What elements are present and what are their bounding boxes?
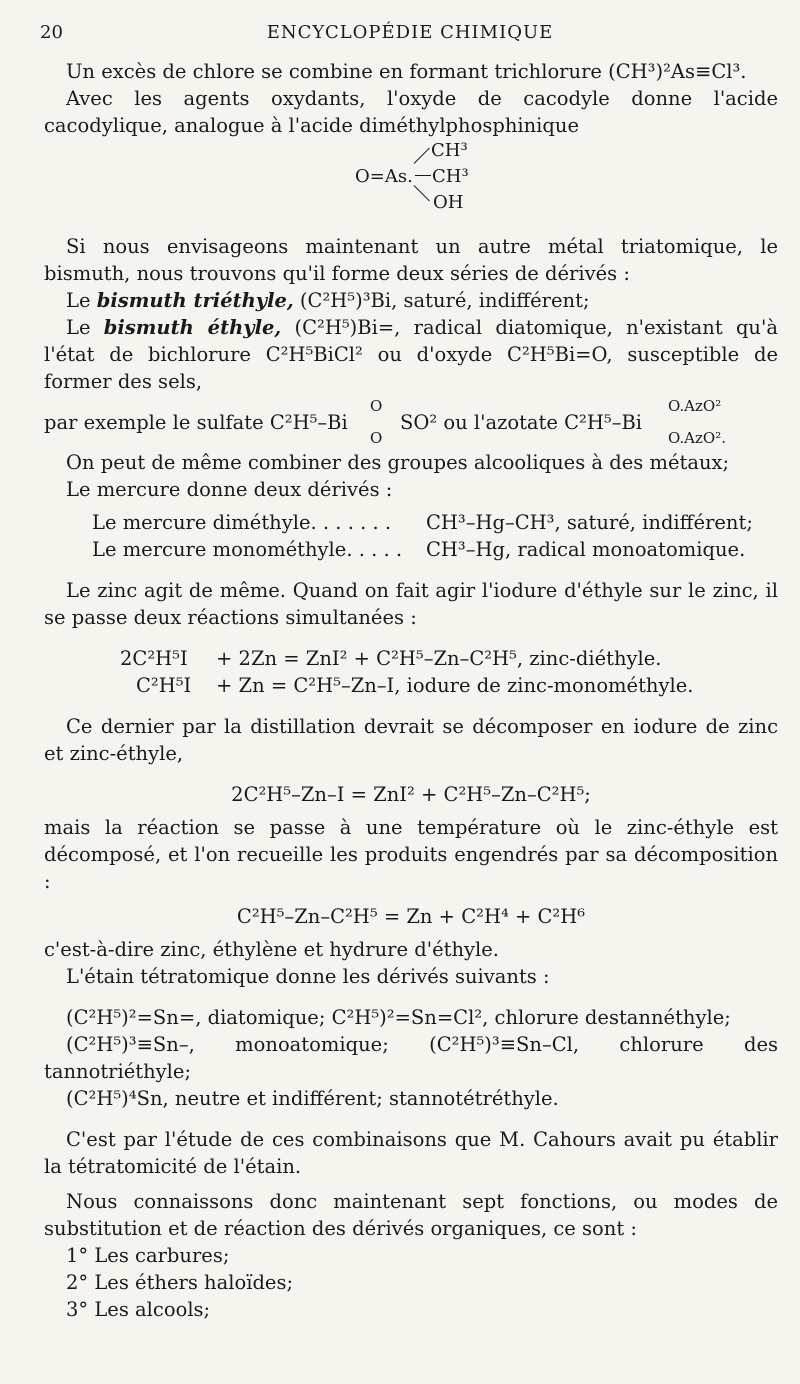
emphasis: bismuth éthyle, [103,316,282,339]
formula-prefix: O=As. [355,166,413,187]
list-item: 1° Les carbures; [66,1244,230,1267]
equation-row: C²H⁵I + Zn = C²H⁵–Zn–I, iodure de zinc-monométhyle. [136,674,694,697]
bond-line [414,148,430,164]
paragraph: L'étain tétratomique donne les dérivés suivants : [66,965,550,988]
emphasis: bismuth triéthyle, [96,289,294,312]
formula-ch3-mid: CH³ [432,166,469,187]
list-item: 2° Les éthers haloïdes; [66,1271,294,1294]
sulfate-so2: SO² ou l'azotate C²H⁵–Bi [400,411,643,434]
paragraph: mais la réaction se passe à une température où le zinc-éthyle est décomposé, et l'on recueille les produits engendrés par sa décomposition : [44,816,778,893]
azotate-top: O.AzO² [668,397,722,415]
sulfate-o-top: O [370,397,383,415]
page-body [44,58,778,1323]
mercury-row: Le mercure diméthyle. . . . . . . CH³–Hg–CH³, saturé, indifférent; [92,511,753,534]
cacodylic-acid-formula [44,139,778,219]
equation: 2C²H⁵–Zn–I = ZnI² + C²H⁵–Zn–C²H⁵; [231,783,591,806]
equation-row: 2C²H⁵I + 2Zn = ZnI² + C²H⁵–Zn–C²H⁵, zinc-diéthyle. [120,647,662,670]
zinc-equations [44,645,778,699]
tin-derivative: (C²H⁵)⁴Sn, neutre et indifférent; stannotétréthyle. [66,1087,559,1110]
list-item: 3° Les alcools; [66,1298,211,1321]
formula-ch3-top: CH³ [431,140,468,161]
azotate-bot: O.AzO². [668,429,727,447]
paragraph: c'est-à-dire zinc, éthylène et hydrure d'éthyle. [44,938,500,961]
sulfate-lead: par exemple le sulfate C²H⁵–Bi [44,411,348,434]
sulfate-azotate-formula [44,395,778,449]
paragraph: Ce dernier par la distillation devrait se décomposer en iodure de zinc et zinc-éthyle, [44,715,778,765]
paragraph: Un excès de chlore se combine en formant trichlorure (CH³)²As≡Cl³. [66,60,747,83]
bond-line [414,185,430,201]
tin-derivative: (C²H⁵)³≡Sn–, monoatomique; (C²H⁵)³≡Sn–Cl, chlorure des tannotriéthyle; [44,1033,778,1083]
paragraph: Le mercure donne deux dérivés : [66,478,393,501]
tin-derivative: (C²H⁵)²=Sn=, diatomique; C²H⁵)²=Sn=Cl², chlorure destannéthyle; [66,1006,731,1029]
formula-oh: OH [433,192,464,213]
equation: C²H⁵–Zn–C²H⁵ = Zn + C²H⁴ + C²H⁶ [236,905,586,928]
paragraph: Si nous envisageons maintenant un autre métal triatomique, le bismuth, nous trouvons qu'il forme deux séries de dérivés : [44,235,778,285]
paragraph: Le zinc agit de même. Quand on fait agir l'iodure d'éthyle sur le zinc, il se passe deux réactions simultanées : [44,579,778,629]
mercury-row: Le mercure monométhyle. . . . . CH³–Hg, radical monoatomique. [92,538,746,561]
paragraph: Nous connaissons donc maintenant sept fonctions, ou modes de substitution et de réaction des dérivés organiques, ce sont : [44,1190,778,1240]
page-header [40,18,780,46]
bond-line [415,175,431,176]
paragraph: Le bismuth éthyle, (C²H⁵)Bi=, radical diatomique, n'existant qu'à l'état de bichlorure C²H⁵BiCl² ou d'oxyde C²H⁵Bi=O, susceptible de former des sels, [44,316,778,393]
paragraph: C'est par l'étude de ces combinaisons que M. Cahours avait pu établir la tétratomicité de l'étain. [44,1128,778,1178]
page-number: 20 [40,22,63,43]
paragraph: Le bismuth triéthyle, (C²H⁵)³Bi, saturé, indifférent; [66,289,590,312]
paragraph: Avec les agents oxydants, l'oxyde de cacodyle donne l'acide cacodylique, analogue à l'acide diméthylphosphinique [44,87,778,137]
function-list [44,1242,778,1323]
running-title: ENCYCLOPÉDIE CHIMIQUE [266,22,554,43]
paragraph: On peut de même combiner des groupes alcooliques à des métaux; [66,451,730,474]
sulfate-o-bot: O [370,429,383,447]
